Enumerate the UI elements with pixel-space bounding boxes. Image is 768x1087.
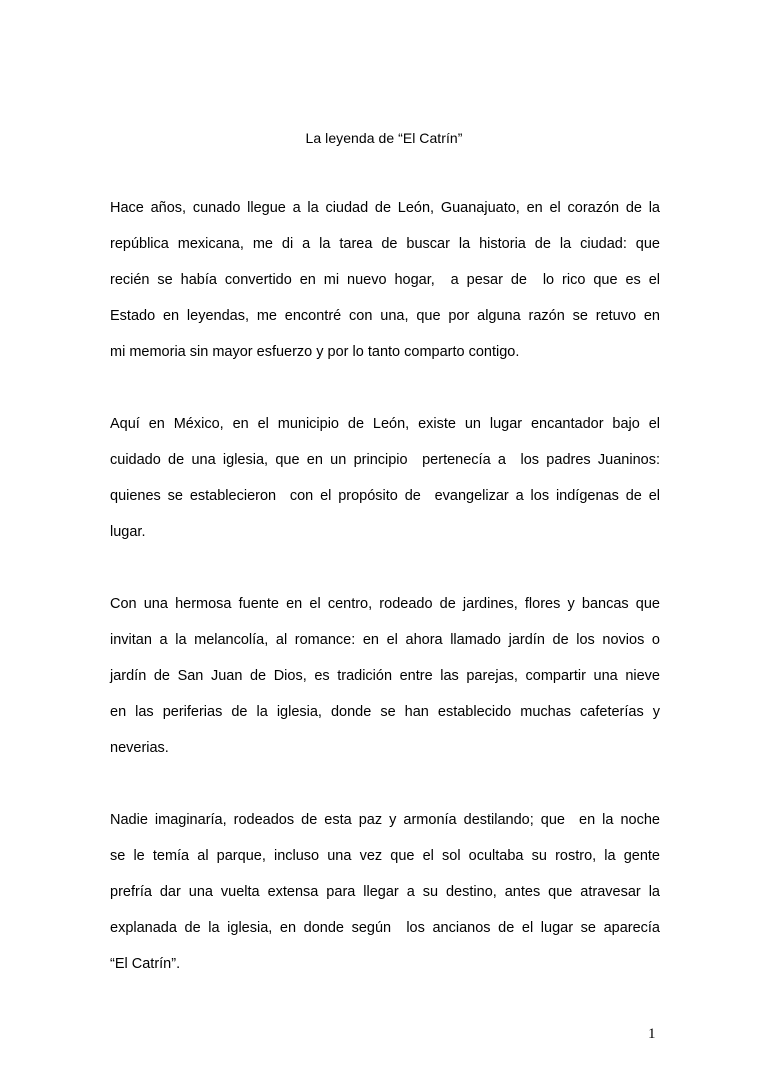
page-number: 1 <box>648 1026 656 1042</box>
paragraph-line: en las periferias de la iglesia, donde se han establecido muchas cafeterías y <box>110 704 660 720</box>
paragraph-line: quienes se establecieron con el propósito de evangelizar a los indígenas de el <box>110 488 660 504</box>
paragraph-3 <box>110 586 660 766</box>
paragraph-line: explanada de la iglesia, en donde según los ancianos de el lugar se aparecía <box>110 920 660 936</box>
paragraph-line: Con una hermosa fuente en el centro, rodeado de jardines, flores y bancas que <box>110 596 660 612</box>
paragraph-1 <box>110 190 660 370</box>
paragraph-line: Aquí en México, en el municipio de León, existe un lugar encantador bajo el <box>110 416 660 432</box>
paragraph-line: cuidado de una iglesia, que en un principio pertenecía a los padres Juaninos: <box>110 452 660 468</box>
paragraph-line: “El Catrín”. <box>110 956 181 972</box>
paragraph-line: prefría dar una vuelta extensa para llegar a su destino, antes que atravesar la <box>110 884 660 900</box>
paragraph-2 <box>110 406 660 550</box>
paragraph-line: neverias. <box>110 740 169 756</box>
paragraph-line: Estado en leyendas, me encontré con una, que por alguna razón se retuvo en <box>110 308 660 324</box>
paragraph-line: se le temía al parque, incluso una vez que el sol ocultaba su rostro, la gente <box>110 848 660 864</box>
paragraph-line: lugar. <box>110 524 146 540</box>
document-body <box>110 190 660 982</box>
paragraph-spacer <box>110 766 660 802</box>
paragraph-spacer <box>110 550 660 586</box>
document-title: La leyenda de “El Catrín” <box>305 130 463 146</box>
paragraph-line: Nadie imaginaría, rodeados de esta paz y armonía destilando; que en la noche <box>110 812 660 828</box>
paragraph-4 <box>110 802 660 982</box>
paragraph-line: recién se había convertido en mi nuevo hogar, a pesar de lo rico que es el <box>110 272 660 288</box>
paragraph-line: república mexicana, me di a la tarea de buscar la historia de la ciudad: que <box>110 236 660 252</box>
paragraph-line: invitan a la melancolía, al romance: en el ahora llamado jardín de los novios o <box>110 632 660 648</box>
paragraph-spacer <box>110 370 660 406</box>
paragraph-line: Hace años, cunado llegue a la ciudad de León, Guanajuato, en el corazón de la <box>110 200 660 216</box>
paragraph-line: jardín de San Juan de Dios, es tradición entre las parejas, compartir una nieve <box>110 668 660 684</box>
paragraph-line: mi memoria sin mayor esfuerzo y por lo tanto comparto contigo. <box>110 344 520 360</box>
